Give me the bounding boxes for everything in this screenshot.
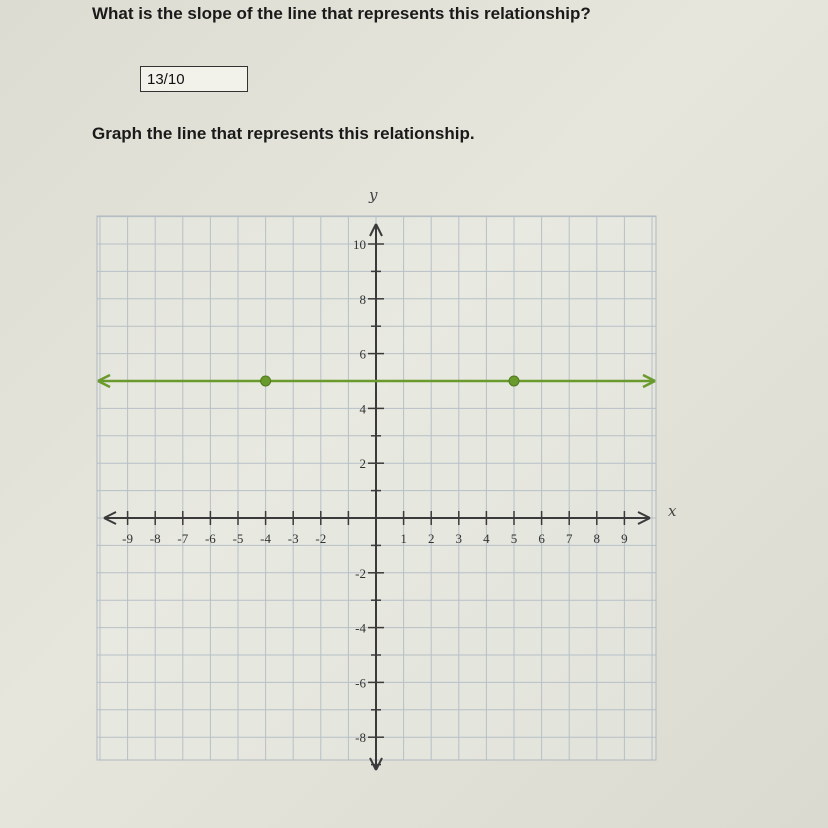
graph-instruction-text: Graph the line that represents this relationship. bbox=[92, 124, 475, 143]
x-tick-label: -7 bbox=[177, 531, 189, 546]
x-tick-label: 7 bbox=[565, 531, 573, 546]
y-tick-label: 8 bbox=[359, 291, 366, 307]
y-tick-label: -2 bbox=[355, 565, 366, 581]
y-tick-label: 2 bbox=[359, 456, 366, 472]
x-tick-label: 4 bbox=[483, 531, 490, 546]
x-tick-label: 1 bbox=[400, 531, 407, 546]
slope-question-text: What is the slope of the line that represents this relationship? bbox=[92, 4, 591, 23]
x-tick-label: -8 bbox=[149, 531, 161, 546]
y-tick-label: -4 bbox=[355, 620, 366, 636]
line-point-handle[interactable] bbox=[509, 376, 519, 386]
x-tick-label: -3 bbox=[287, 531, 299, 546]
x-tick-label: 6 bbox=[538, 531, 545, 546]
x-tick-label: 5 bbox=[510, 531, 518, 546]
x-tick-label: 9 bbox=[621, 531, 628, 546]
x-tick-label: -5 bbox=[232, 531, 244, 546]
x-axis-label: x bbox=[668, 502, 677, 520]
x-tick-label: 3 bbox=[455, 531, 463, 546]
x-tick-label: 2 bbox=[427, 531, 435, 546]
y-axis-label: y bbox=[369, 186, 378, 204]
y-tick-label: -6 bbox=[355, 675, 366, 691]
y-tick-label: 6 bbox=[359, 346, 366, 362]
x-tick-label: -2 bbox=[315, 531, 327, 546]
x-tick-label: -9 bbox=[122, 531, 134, 546]
x-tick-label: 8 bbox=[593, 531, 601, 546]
y-tick-label: 4 bbox=[359, 401, 366, 417]
x-tick-label: -6 bbox=[204, 531, 216, 546]
line-point-handle[interactable] bbox=[261, 376, 271, 386]
y-tick-label: -8 bbox=[355, 730, 366, 746]
x-tick-label: -4 bbox=[260, 531, 272, 546]
y-tick-label: 10 bbox=[353, 237, 366, 252]
